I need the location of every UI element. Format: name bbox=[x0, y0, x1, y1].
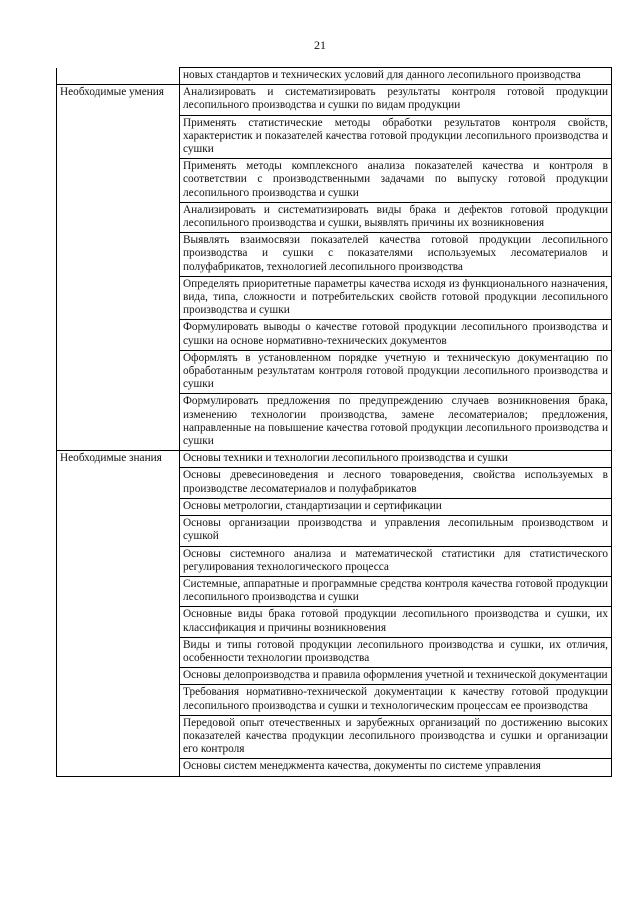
knowledge-item: Передовой опыт отечественных и зарубежных организаций по достижению высоких показателей качества продукции лесопильного производства и сушки и организации его контроля bbox=[180, 715, 612, 759]
skills-item: Выявлять взаимосвязи показателей качества готовой продукции лесопильного производства и сушки с показателями используемых лесоматериалов и полуфабрикатов, технологией лесопильного производства bbox=[180, 233, 612, 277]
skills-item: Формулировать выводы о качестве готовой продукции лесопильного производства и сушки на основе нормативно-технических документов bbox=[180, 320, 612, 350]
knowledge-label: Необходимые знания bbox=[57, 451, 180, 776]
skills-item: Формулировать предложения по предупреждению случаев возникновения брака, изменению технологии производства, замене лесоматериалов; предложения, направленные на повышение качества готовой продукции лесопильного производства и сушки bbox=[180, 394, 612, 451]
knowledge-item: Основы делопроизводства и правила оформления учетной и технической документации bbox=[180, 668, 612, 685]
knowledge-item: Основы систем менеджмента качества, документы по системе управления bbox=[180, 759, 612, 776]
page-number: 21 bbox=[314, 38, 326, 52]
continuation-cell: новых стандартов и технических условий для данного лесопильного производства bbox=[180, 68, 612, 85]
requirements-table bbox=[56, 67, 612, 777]
table-row bbox=[57, 451, 612, 468]
knowledge-item: Системные, аппаратные и программные средства контроля качества готовой продукции лесопильного производства и сушки bbox=[180, 576, 612, 606]
knowledge-item: Основы древесиноведения и лесного товароведения, свойства используемых в производстве лесоматериалов и полуфабрикатов bbox=[180, 468, 612, 498]
knowledge-item: Основы организации производства и управления лесопильным производством и сушкой bbox=[180, 516, 612, 546]
knowledge-item: Виды и типы готовой продукции лесопильного производства и сушки, их отличия, особенности технологии производства bbox=[180, 637, 612, 667]
skills-label: Необходимые умения bbox=[57, 85, 180, 451]
table-row bbox=[57, 85, 612, 115]
knowledge-item: Требования нормативно-технической документации к качеству готовой продукции лесопильного производства и сушки и технологическим процессам ее производства bbox=[180, 685, 612, 715]
knowledge-item: Основы системного анализа и математической статистики для статистического регулирования технологического процесса bbox=[180, 546, 612, 576]
empty-label-cell bbox=[57, 68, 180, 85]
skills-item: Определять приоритетные параметры качества исходя из функционального назначения, вида, типа, сложности и потребительских свойств готовой продукции лесопильного производства и сушки bbox=[180, 276, 612, 320]
skills-item: Анализировать и систематизировать виды брака и дефектов готовой продукции лесопильного производства и сушки, выявлять причины их возникновения bbox=[180, 202, 612, 232]
table-row bbox=[57, 68, 612, 85]
skills-item: Применять методы комплексного анализа показателей качества и контроля в соответствии с производственными задачами по выпуску готовой продукции лесопильного производства и сушки bbox=[180, 159, 612, 203]
skills-item: Оформлять в установленном порядке учетную и техническую документацию по обработанным результатам контроля готовой продукции лесопильного производства и сушки bbox=[180, 350, 612, 394]
skills-item: Применять статистические методы обработки результатов контроля свойств, характеристик и показателей качества готовой продукции лесопильного производства и сушки bbox=[180, 115, 612, 159]
knowledge-item: Основы метрологии, стандартизации и сертификации bbox=[180, 498, 612, 515]
skills-item: Анализировать и систематизировать результаты контроля готовой продукции лесопильного производства и сушки по видам продукции bbox=[180, 85, 612, 115]
knowledge-item: Основные виды брака готовой продукции лесопильного производства и сушки, их классификация и причины возникновения bbox=[180, 607, 612, 637]
knowledge-item: Основы техники и технологии лесопильного производства и сушки bbox=[180, 451, 612, 468]
